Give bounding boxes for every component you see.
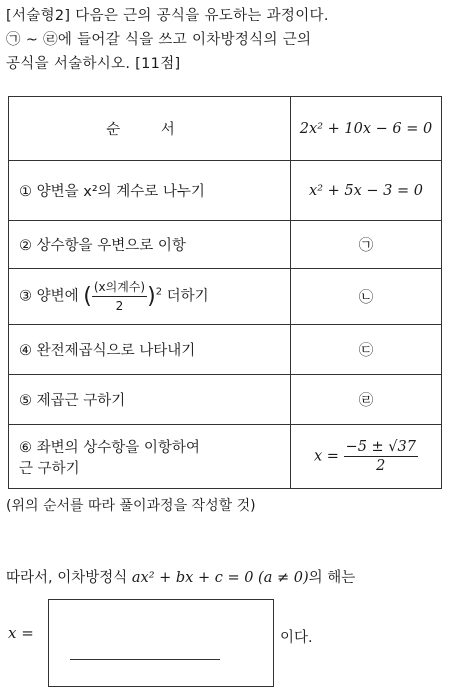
step-6-line-2: 근 구하기 (19, 460, 80, 477)
root-numerator: −5 ± √37 (345, 439, 416, 455)
conclusion-prefix: 따라서, 이차방정식 (6, 570, 128, 586)
root-denominator: 2 (376, 458, 386, 474)
table-row (9, 269, 442, 325)
answer-ending: 이다. (280, 630, 313, 646)
table-row (9, 221, 442, 269)
header-order: 순 서 (9, 97, 291, 161)
table-row (9, 375, 442, 425)
blank-c: ㉢ (291, 325, 442, 375)
conclusion-text (6, 566, 355, 587)
step-6-line-1: ⑥ 좌변의 상수항을 이항하여 (19, 439, 200, 456)
final-root (291, 425, 442, 489)
step-5: ⑤ 제곱근 구하기 (9, 375, 291, 425)
question-line-1: [서술형2] 다음은 근의 공식을 유도하는 과정이다. (6, 8, 329, 24)
step-4: ④ 완전제곱식으로 나타내기 (9, 325, 291, 375)
step-1: ① 양변을 x²의 계수로 나누기 (9, 161, 291, 221)
question-line-3: 공식을 서술하시오. [11점] (6, 56, 181, 72)
answer-box[interactable] (48, 599, 274, 687)
expr-1: x² + 5x − 3 = 0 (291, 161, 442, 221)
equation-condition: (a ≠ 0) (258, 570, 309, 586)
root-fraction (344, 438, 418, 475)
fraction-bar (70, 659, 220, 660)
step-3-denominator: 2 (115, 299, 124, 313)
step-2: ② 상수항을 우변으로 이항 (9, 221, 291, 269)
blank-b: ㉡ (291, 269, 442, 325)
table-row (9, 325, 442, 375)
step-3: ③ 양변에 ( $\frac{\text{(x의계수)}}{2}$ )$^2$ 더하기 (9, 269, 291, 325)
step-6 (9, 425, 291, 489)
header-equation: 2x² + 10x − 6 = 0 (291, 97, 442, 161)
question-text (6, 4, 450, 76)
blank-a: ㉠ (291, 221, 442, 269)
question-line-2: ㉠ ~ ㉣에 들어갈 식을 쓰고 이차방정식의 근의 (6, 32, 312, 48)
root-lhs: x = (314, 448, 339, 465)
general-equation: ax² + bx + c = 0 (131, 570, 254, 586)
table-header-row (9, 97, 442, 161)
answer-label: x = (8, 624, 34, 642)
step-3-numerator: (x의계수) (92, 278, 147, 297)
step-3-fraction (92, 278, 147, 315)
step-3-suffix: 더하기 (166, 288, 209, 305)
instruction-note: (위의 순서를 따라 풀이과정을 작성할 것) (6, 498, 256, 514)
conclusion-suffix: 의 해는 (308, 570, 356, 586)
step-3-prefix: ③ 양변에 (19, 288, 79, 305)
table-row (9, 161, 442, 221)
blank-d: ㉣ (291, 375, 442, 425)
derivation-table (8, 96, 442, 489)
table-row (9, 425, 442, 489)
